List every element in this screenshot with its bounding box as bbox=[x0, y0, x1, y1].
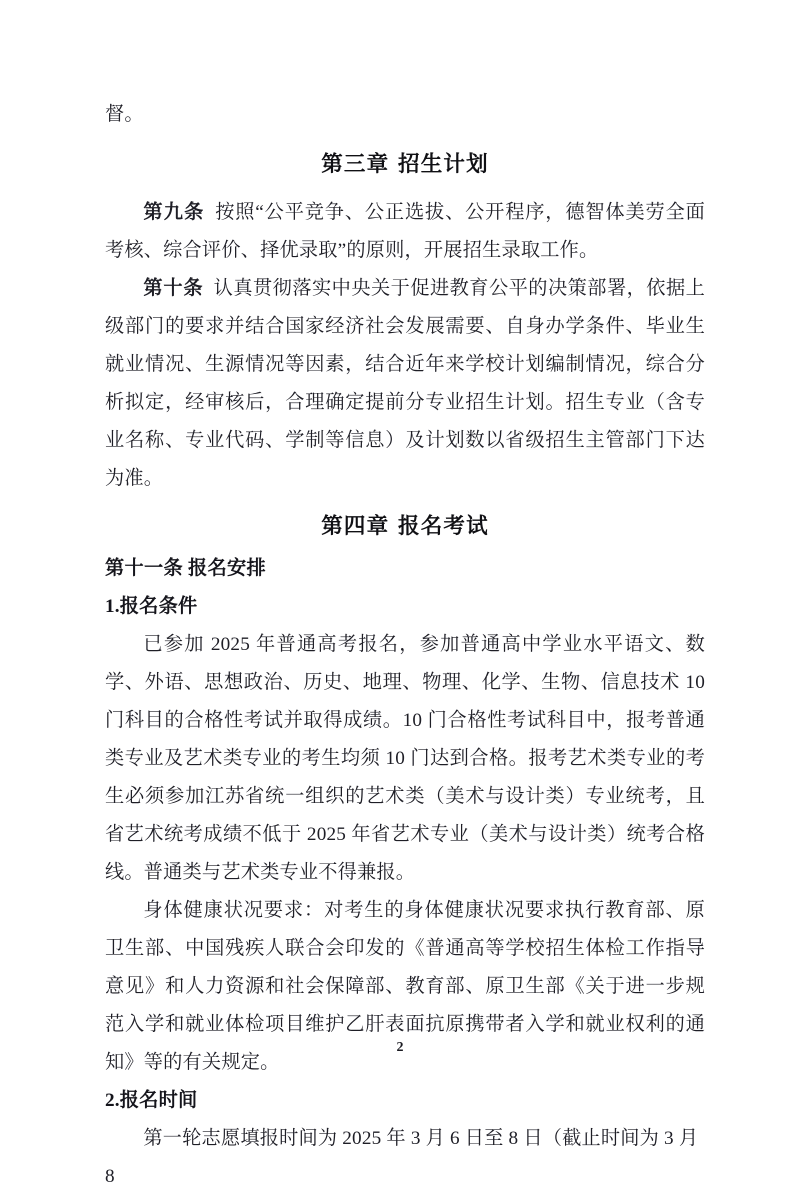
page-number: 2 bbox=[396, 1040, 404, 1055]
article-10-label: 第十条 bbox=[143, 278, 204, 299]
paragraph-registration-time: 第一轮志愿填报时间为 2025 年 3 月 6 日至 8 日（截止时间为 3 月 8 bbox=[105, 1128, 699, 1187]
spacer bbox=[105, 498, 705, 508]
article-9-text: 按照“公平竞争、公正选拔、公开程序，德智体美劳全面考核、综合评价、择优录取”的原则，开展招生录取工作。 bbox=[105, 202, 706, 261]
paragraph-registration-conditions: 已参加 2025 年普通高考报名，参加普通高中学业水平语文、数学、外语、思想政治、历史、地理、物理、化学、生物、信息技术 10 门科目的合格性考试并取得成绩。10 门合格性考试科目中，报考普通类专业及艺术类专业的考生均须 10 门达到合格。报考艺术类专业的考生必须参加江苏省统一组织的艺术类（美术与设计类）专业统考，且省艺术统考成绩不低于 2025 年省艺术专业（美术与设计类）统考合格线。普通类与艺术类专业不得兼报。 bbox=[105, 634, 705, 883]
article-9-label: 第九条 bbox=[143, 202, 205, 223]
item-heading-registration-conditions: 1.报名条件 bbox=[105, 596, 198, 617]
spacer bbox=[105, 184, 705, 194]
spacer bbox=[105, 134, 705, 146]
article-9 bbox=[105, 194, 705, 270]
article-10-text: 认真贯彻落实中央关于促进教育公平的决策部署，依据上级部门的要求并结合国家经济社会发展需要、自身办学条件、毕业生就业情况、生源情况等因素，结合近年来学校计划编制情况，综合分析拟定，经审核后，合理确定提前分专业招生计划。招生专业（含专业名称、专业代码、学制等信息）及计划数以省级招生主管部门下达为准。 bbox=[105, 278, 706, 489]
article-10 bbox=[105, 270, 705, 498]
chapter-heading-4: 第四章 报名考试 bbox=[321, 514, 489, 539]
document-body bbox=[105, 96, 705, 1196]
paragraph-continuation: 督。 bbox=[105, 104, 144, 125]
article-11-heading: 第十一条 报名安排 bbox=[105, 558, 266, 579]
item-heading-registration-time: 2.报名时间 bbox=[105, 1090, 198, 1111]
paragraph-health-requirements: 身体健康状况要求：对考生的身体健康状况要求执行教育部、原卫生部、中国残疾人联合会印发的《普通高等学校招生体检工作指导意见》和人力资源和社会保障部、教育部、原卫生部《关于进一步规范入学和就业体检项目维护乙肝表面抗原携带者入学和就业权利的通知》等的有关规定。 bbox=[105, 900, 705, 1073]
chapter-heading-3: 第三章 招生计划 bbox=[321, 152, 489, 177]
